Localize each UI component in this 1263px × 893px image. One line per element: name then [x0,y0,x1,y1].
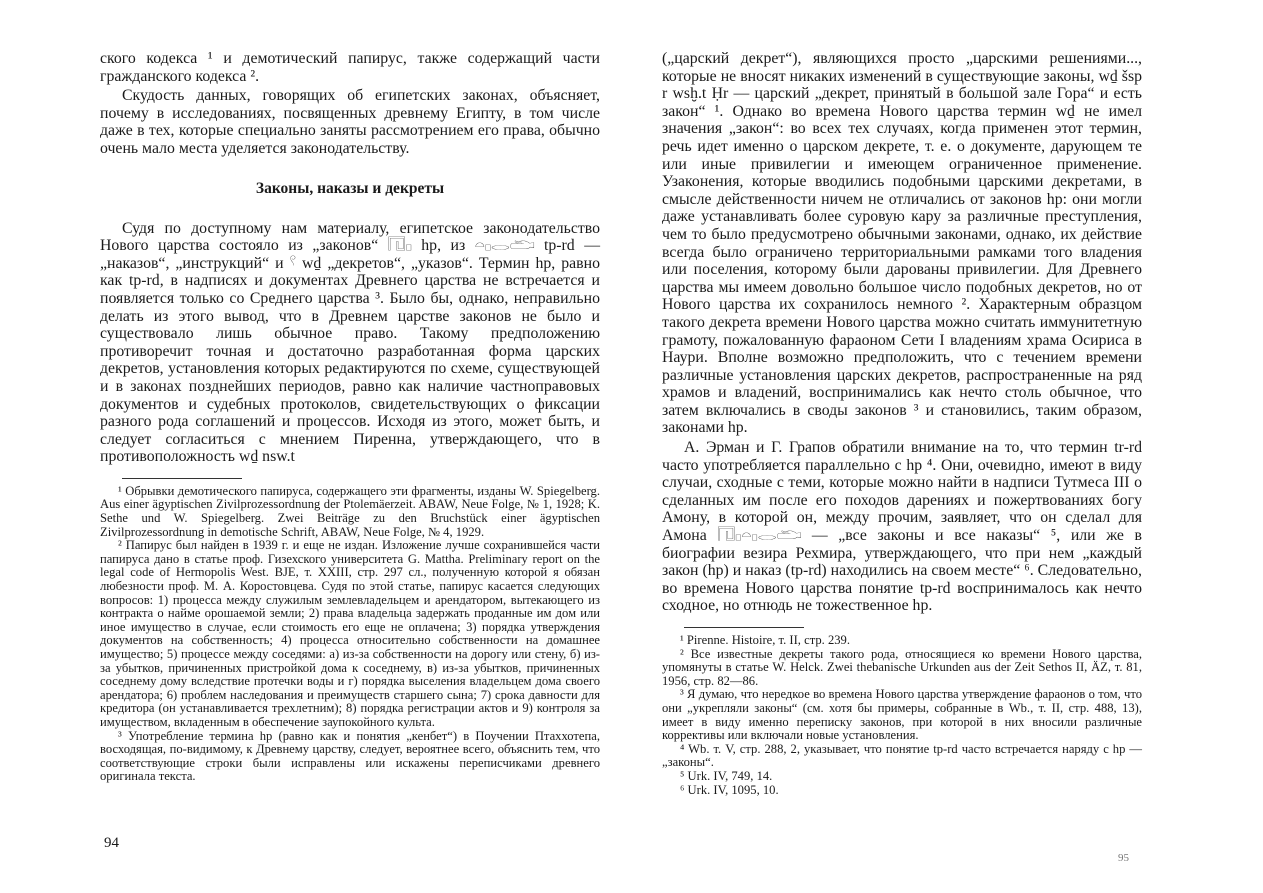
footnote: ³ Я думаю, что нередкое во времена Нового царства утверждение фараонов о том, что они „укрепляли законы“ (см. хотя бы примеры, собранные в Wb., т. II, стр. 488, 13), имеет в виду именно переписку законов, при которой в них вносили различные коррективы или включали новые установления. [662,687,1142,743]
page-number: 95 [1118,852,1129,864]
footnote: ¹ Обрывки демотического папируса, содержащего эти фрагменты, изданы W. Spiegelberg. Aus einer ägyptischen Zivilprozessordnung der Ptolemäerzeit. ABAW, Neue Folge, № 1, 1928; K. Sethe und W. Spiegelberg. Zwei Beiträge zu den Bruchstück einer ägyptischen Zivilprozessordnung in demotische Schrift, ABAW, Neue Folge, № 4, 1929. [100,483,600,539]
footnote: ⁶ Urk. IV, 1095, 10. [680,782,779,797]
footnote: ⁴ Wb. т. V, стр. 288, 2, указывает, что понятие tp-rd часто встречается наряду с hp — „законы“. [662,741,1142,770]
paragraph: Скудость данных, говорящих об египетских законах, объясняет, почему в исследованиях, посвященных древнему Египту, в том числе даже в тех, которые специально заняты рассмотрением его права, обычно очень мало места уделяется законодательству. [100,87,600,157]
page-number: 94 [104,835,119,851]
footnote: ⁵ Urk. IV, 749, 14. [680,768,773,783]
paragraph: Судя по доступному нам материалу, египетское законодательство Нового царства состояло из „законов“ 𓉔𓊪 hp, из 𓏏𓊪𓂋𓂧 tp-rd — „наказов“, „инструкций“ и 𓍢 wḏ „декретов“, „указов“. Термин hp, равно как tp-rd, в надписях и документах Древнего царства не встречается и появляется только со Среднего царства ³. Было бы, однако, неправильно делать из этого вывод, что в Древнем царстве законов не было и существовало лишь обычное право. Такому предположению противоречит точная и достаточно разработанная форма царских декретов, установления которых редактируются по схеме, существующей и в законах позднейших периодов, равно как наличие частноправовых документов и судебных протоколов, свидетельствующих о фиксации разного рода соглашений и процессов. Исходя из этого, может быть, и следует согласиться с мнением Пиренна, утверждающего, что в противоположность wḏ nsw.t [100,219,600,466]
right-page [662,50,1142,797]
footnote: ² Папирус был найден в 1939 г. и еще не издан. Изложение лучше сохранившейся части папируса дано в статье проф. Гизехского университета G. Mattha. Preliminary report on the legal code of Hermopolis West. BJE, т. XXIII, стр. 297 сл., полученную которой я обязан любезности проф. М. А. Коростовцева. Судя по этой статье, папирус касается следующих вопросов: 1) процесса между служилым землевладельцем и арендатором, вытекающего из контракта о найме орошаемой земли; 2) права владельца задержать проданные им дом или иное имущество в случае, если стоимость его еще не оплачена; 3) порядка утверждения документов на собственность; 4) процесса относительно собственности на домашнее имущество; 5) процессе между соседями: а) из-за собственности на дорогу или стену, б) из-за убытков, причиненных пристройкой дома к соседнему, в) из-за убытков, причиненных соседнему дому вследствие протечки воды и г) порядка выселения владельцем дома своего арендатора; 6) проблем наследования и преимуществ старшего сына; 7) срока давности для кредитора (он устанавливается трехлетним); 8) порядка регистрации актов и 9) контроля за имуществом, вкладенным в обеспечение заупокойного культа. [100,538,600,729]
paragraph: („царский декрет“), являющихся просто „царскими решениями..., которые не вносят никаких изменений в существующие законы, wḏ šsp r wsḫ.t Ḥr — царский „декрет, принятый в большой зале Гора“ и есть закон“ ¹. Однако во времена Нового царства термин wḏ не имел значения „закон“: во всех тех случаях, когда применен этот термин, речь идет именно о царском декрете, т. е. о документе, дарующем те или иные привилегии и имеющем ограниченное применение. Узаконения, которые вводились подобными царскими декретами, в смысле действенности ничем не отличались от законов hp: они могли даже устанавливать более суровую кару за различные преступления, чем то было предусмотрено обычными законами, однако, их действие всегда было ограничено территориальными рамками того владения или поселения, которому были дарованы привилегии. Для Древнего царства мы имеем довольно большое число подобных декретов, но от Нового царства их сохранилось немного ². Характерным образцом такого декрета времени Нового царства можно считать иммунитетную грамоту, пожалованную фараоном Сети I владениям храма Осириса в Наури. Вполне возможно предположить, что с течением времени различные установления царских декретов, распространенные на ряд храмов и владений, воспринимались как нечто столь обычное, что затем включались в своды законов ³ и становились, таким образом, законами hp. [662,50,1142,437]
footnote: ³ Употребление термина hp (равно как и понятия „кенбет“) в Поучении Птаххотепа, восходящая, по-видимому, к Древнему царству, следует, вероятнее всего, объяснить тем, что соответствующие строки были исправлены или искажены переписчиками древнего оригинала текста. [100,728,600,784]
footnote: ¹ Pirenne. Histoire, т. II, стр. 239. [680,633,850,647]
paragraph: ского кодекса ¹ и демотический папирус, также содержащий части гражданского кодекса ². [100,50,600,85]
section-heading: Законы, наказы и декреты [255,179,445,197]
footnote-divider [122,478,242,479]
left-page [100,50,600,784]
footnote: ² Все известные декреты такого рода, относящиеся ко времени Нового царства, упомянуты в статье W. Helck. Zwei thebanische Urkunden aus der Zeit Sethos II, ÄZ, т. 81, 1956, стр. 82—86. [662,646,1142,688]
footnote-divider [684,627,804,628]
paragraph: А. Эрман и Г. Грапов обратили внимание на то, что термин tr-rd часто употребляется параллельно с hp ⁴. Они, очевидно, имеют в виду случаи, сходные с теми, которые можно найти в надписи Тутмеса III о сделанных им после его походов дарениях и пожертвованиях богу Амону, в которой он, между прочим, заявляет, что он сделал для Амона 𓉔𓊪𓏏𓊪𓂋𓂧 — „все законы и все наказы“ ⁵, или же в биографии везира Рехмира, утверждающего, что при нем „каждый закон (hp) и наказ (tp-rd) находились на своем месте“ ⁶. Следовательно, во времена Нового царства понятие tp-rd воспринималось как нечто сходное, но отнюдь не тожественное hp. [662,439,1142,615]
